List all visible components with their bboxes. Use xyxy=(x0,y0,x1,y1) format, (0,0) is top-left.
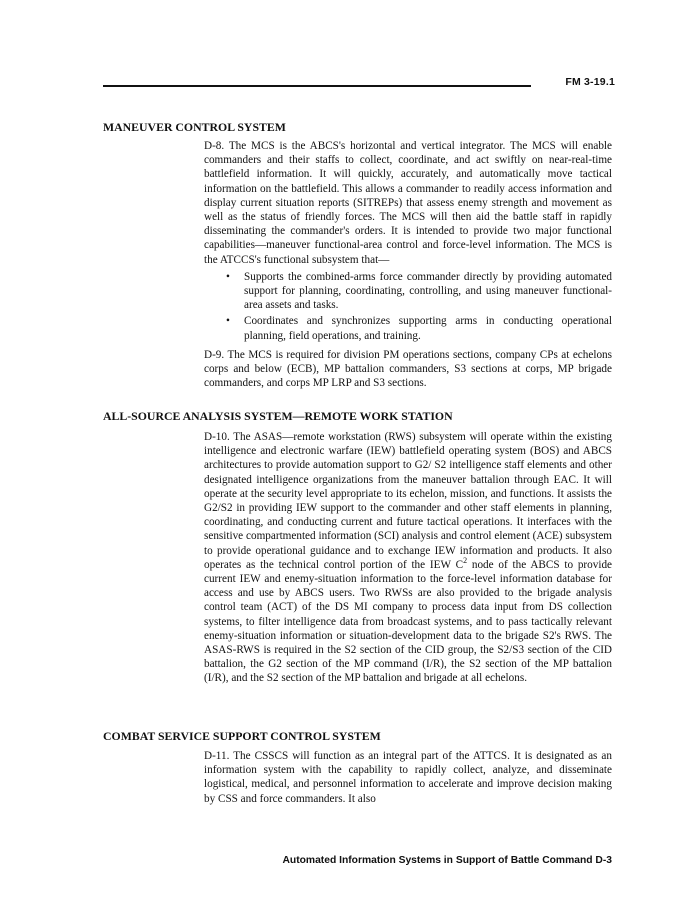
bullet-text: Coordinates and synchronizes supporting arms in conducting operational planning, field operations, and training. xyxy=(244,315,612,342)
paragraph-d8: D-8. The MCS is the ABCS's horizontal and vertical integrator. The MCS will enable commanders and their staffs to collect, coordinate, and act swiftly on near-real-time battlefield information. It will quickly, accurately, and automatically move tactical information on the battlefield. This allows a commander to readily access information and display current situation reports (SITREPs) that assess enemy strength and movement as well as the status of friendly forces. The MCS will then aid the battle staff in rapidly disseminating the commander's orders. It is intended to provide two major functional capabilities—maneuver functional-area control and force-level information. The MCS is the ATCCS's functional subsystem that— xyxy=(204,140,612,266)
paragraph-d11: D-11. The CSSCS will function as an integral part of the ATTCS. It is designated as an information system with the capability to rapidly collect, analyze, and disseminate logistical, medical, and personnel information to accelerate and improve decision making by CSS and force commanders. It also xyxy=(204,750,612,805)
paragraph-d10-part1: D-10. The ASAS—remote workstation (RWS) subsystem will operate within the existing intelligence and electronic warfare (IEW) battlefield operating system (BOS) and ABCS architectures to provide automation support to G2/ S2 intelligence staff elements and other designated intelligence organizations from the maneuver battalion through EAC. It will operate at the security level appropriate to its echelon, mission, and functions. It assists the G2/S2 in providing IEW support to the commander and other staff elements in planning, coordinating, and conducting current and future tactical operations. It interfaces with the sensitive compartmented information (SCI) analysis and control element (ACE) subsystem to provide operational guidance and to exchange IEW information and products. It also operates as the technical control portion of the IEW C xyxy=(204,431,612,571)
paragraph-d10 xyxy=(204,430,612,686)
page-footer: Automated Information Systems in Support of Battle Command D-3 xyxy=(282,855,612,866)
paragraph-d9: D-9. The MCS is required for division PM operations sections, company CPs at echelons corps and below (ECB), MP battalion commanders, S3 sections at corps, MP brigade commanders, and corps MP LRP and S3 sections. xyxy=(204,348,612,390)
bullet-item xyxy=(226,314,612,342)
section-title-csscs: COMBAT SERVICE SUPPORT CONTROL SYSTEM xyxy=(103,729,381,743)
document-code: FM 3-19.1 xyxy=(565,76,615,88)
header-rule xyxy=(103,85,531,87)
section-body-mcs xyxy=(204,139,612,390)
section-title-mcs: MANEUVER CONTROL SYSTEM xyxy=(103,120,286,134)
bullet-text: Supports the combined-arms force commander directly by providing automated support for planning, coordinating, controlling, and using maneuver functional-area assets and tasks. xyxy=(244,270,612,312)
section-body-asas xyxy=(204,430,612,686)
section-body-csscs xyxy=(204,749,612,806)
bullet-list xyxy=(204,270,612,343)
paragraph-d10-part2: node of the ABCS to provide current IEW and enemy-situation information to the force-level information database for access and use by ABCS users. Two RWSs are also provided to the brigade analysis control team (ACT) of the DS MI company to process data input from DS collection systems, to filter intelligence data from broadcast systems, and to pass tactically relevant enemy-situation information or situation-development data to the brigade S2's RWS. The ASAS-RWS is required in the S2 section of the CID group, the S2/S3 section of the CID battalion, the G2 section of the MP command (I/R), the S2 section of the MP battalion (I/R), and the S2 section of the MP battalion and brigade at all echelons. xyxy=(204,558,613,685)
superscript-2: 2 xyxy=(463,555,468,565)
bullet-icon: • xyxy=(226,315,230,328)
section-title-asas: ALL-SOURCE ANALYSIS SYSTEM—REMOTE WORK STATION xyxy=(103,409,453,423)
bullet-icon: • xyxy=(226,270,230,283)
bullet-item xyxy=(226,270,612,313)
